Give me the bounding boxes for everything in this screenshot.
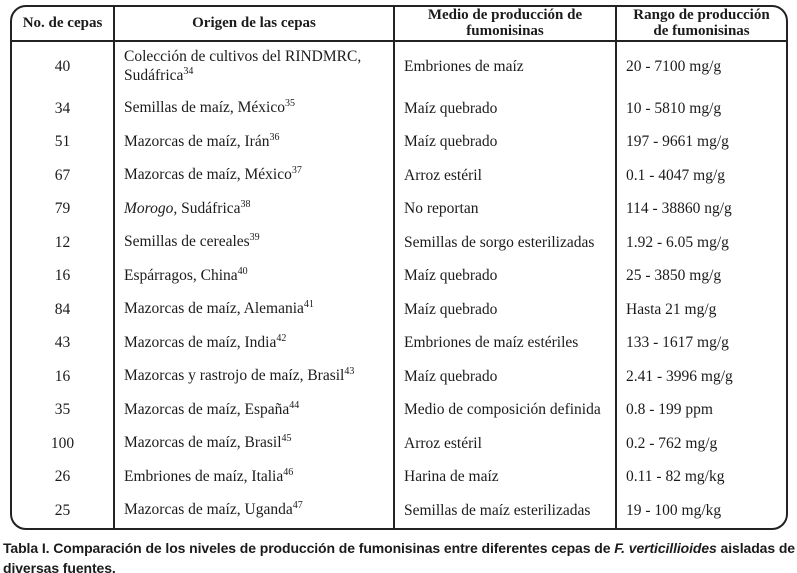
table-row bbox=[12, 159, 786, 193]
table-row bbox=[12, 226, 786, 260]
origin-text: Mazorcas de maíz, Brasil$^{45}$ bbox=[124, 433, 292, 452]
cell-rango: 0.1 - 4047 mg/g bbox=[626, 166, 726, 184]
cell-medio: Semillas de sorgo esterilizadas bbox=[395, 226, 617, 260]
origin-text: Mazorcas de maíz, México$^{37}$ bbox=[124, 165, 302, 184]
cell-medio: Medio de composición definida bbox=[395, 394, 617, 428]
cell-num-cepas: 26 bbox=[12, 461, 115, 495]
table-row bbox=[12, 461, 786, 495]
table-row bbox=[12, 260, 786, 294]
header-medio-de-produccion: Medio de producción de fumonisinas bbox=[395, 7, 617, 42]
origin-text: Mazorcas de maíz, Alemania$^{41}$ bbox=[124, 299, 314, 318]
table-caption bbox=[3, 538, 795, 573]
cell-num-cepas: 43 bbox=[12, 327, 115, 361]
table-row bbox=[12, 427, 786, 461]
cell-medio: Embriones de maíz estériles bbox=[395, 327, 617, 361]
origin-text: Embriones de maíz, Italia$^{46}$ bbox=[124, 466, 294, 485]
cell-rango: 25 - 3850 mg/g bbox=[626, 267, 722, 285]
cell-origen bbox=[115, 92, 395, 126]
cell-num-cepas: 100 bbox=[12, 427, 115, 461]
cell-medio: Arroz estéril bbox=[395, 427, 617, 461]
cell-medio: Maíz quebrado bbox=[395, 360, 617, 394]
cell-rango: 0.11 - 82 mg/kg bbox=[626, 468, 725, 486]
cell-medio: Maíz quebrado bbox=[395, 260, 617, 294]
cell-medio: Maíz quebrado bbox=[395, 92, 617, 126]
origin-text: Espárragos, China$^{40}$ bbox=[124, 265, 248, 284]
table-header-row bbox=[12, 7, 786, 42]
origin-text: Semillas de cereales$^{39}$ bbox=[124, 232, 260, 251]
table-row bbox=[12, 327, 786, 361]
cell-medio: Arroz estéril bbox=[395, 159, 617, 193]
cell-origen bbox=[115, 293, 395, 327]
cell-rango: 1.92 - 6.05 mg/g bbox=[626, 233, 729, 251]
caption-text-prefix: Tabla I. Comparación de los niveles de producción de fumonisinas entre diferentes cepas de bbox=[3, 540, 615, 556]
cell-medio: No reportan bbox=[395, 193, 617, 227]
origin-text: Mazorcas y rastrojo de maíz, Brasil$^{43}$ bbox=[124, 366, 355, 385]
cell-rango: 133 - 1617 mg/g bbox=[626, 334, 729, 352]
cell-rango: 10 - 5810 mg/g bbox=[626, 99, 722, 117]
cell-num-cepas: 51 bbox=[12, 126, 115, 160]
origin-text: Mazorcas de maíz, Uganda$^{47}$ bbox=[124, 500, 303, 519]
cell-origen bbox=[115, 226, 395, 260]
cell-rango: 0.2 - 762 mg/g bbox=[626, 434, 718, 452]
header-origen-de-las-cepas: Origen de las cepas bbox=[115, 7, 395, 42]
origin-text: Mazorcas de maíz, España$^{44}$ bbox=[124, 399, 300, 418]
cell-origen bbox=[115, 360, 395, 394]
cell-rango: 114 - 38860 ng/g bbox=[626, 200, 732, 218]
caption-text-suffix: aisladas de diversas fuentes. bbox=[3, 540, 795, 573]
cell-num-cepas: 16 bbox=[12, 260, 115, 294]
header-rango-de-produccion: Rango de producción de fumonisinas bbox=[617, 7, 786, 42]
cell-rango: Hasta 21 mg/g bbox=[626, 300, 717, 318]
cell-origen bbox=[115, 394, 395, 428]
cell-origen bbox=[115, 461, 395, 495]
cell-num-cepas: 67 bbox=[12, 159, 115, 193]
table-row bbox=[12, 293, 786, 327]
origin-text: Semillas de maíz, México$^{35}$ bbox=[124, 98, 295, 117]
cell-medio: Embriones de maíz bbox=[395, 42, 617, 92]
table-row bbox=[12, 193, 786, 227]
header-no-de-cepas: No. de cepas bbox=[12, 7, 115, 42]
cell-num-cepas: 40 bbox=[12, 42, 115, 92]
cell-origen bbox=[115, 327, 395, 361]
origin-text: Mazorcas de maíz, India$^{42}$ bbox=[124, 332, 287, 351]
cell-medio: Semillas de maíz esterilizadas bbox=[395, 494, 617, 528]
cell-origen bbox=[115, 494, 395, 528]
cell-num-cepas: 34 bbox=[12, 92, 115, 126]
table-body bbox=[12, 42, 786, 528]
table-row bbox=[12, 394, 786, 428]
cell-medio: Maíz quebrado bbox=[395, 293, 617, 327]
cell-origen bbox=[115, 193, 395, 227]
origin-text: Mazorcas de maíz, Irán$^{36}$ bbox=[124, 131, 280, 150]
cell-num-cepas: 25 bbox=[12, 494, 115, 528]
cell-rango: 20 - 7100 mg/g bbox=[626, 58, 722, 75]
cell-origen bbox=[115, 260, 395, 294]
table-row bbox=[12, 92, 786, 126]
table-row bbox=[12, 494, 786, 528]
cell-num-cepas: 79 bbox=[12, 193, 115, 227]
table-row bbox=[12, 42, 786, 92]
cell-origen bbox=[115, 126, 395, 160]
cell-rango: 19 - 100 mg/kg bbox=[626, 501, 722, 519]
fumonisin-comparison-table bbox=[10, 5, 788, 530]
cell-num-cepas: 84 bbox=[12, 293, 115, 327]
caption-species-name: F. verticillioides bbox=[614, 540, 717, 556]
cell-medio: Harina de maíz bbox=[395, 461, 617, 495]
table-row bbox=[12, 360, 786, 394]
cell-rango: 0.8 - 199 ppm bbox=[626, 401, 713, 419]
cell-origen bbox=[115, 42, 395, 92]
cell-medio: Maíz quebrado bbox=[395, 126, 617, 160]
origin-text: Colección de cultivos del RINDMRC, Sudáfrica$^{34}$ bbox=[124, 48, 362, 84]
origin-text: Morogo, Sudáfrica$^{38}$ bbox=[124, 198, 251, 217]
cell-rango: 197 - 9661 mg/g bbox=[626, 133, 729, 151]
table-row bbox=[12, 126, 786, 160]
cell-num-cepas: 35 bbox=[12, 394, 115, 428]
cell-num-cepas: 12 bbox=[12, 226, 115, 260]
cell-rango: 2.41 - 3996 mg/g bbox=[626, 367, 733, 385]
cell-origen bbox=[115, 159, 395, 193]
cell-num-cepas: 16 bbox=[12, 360, 115, 394]
cell-origen bbox=[115, 427, 395, 461]
